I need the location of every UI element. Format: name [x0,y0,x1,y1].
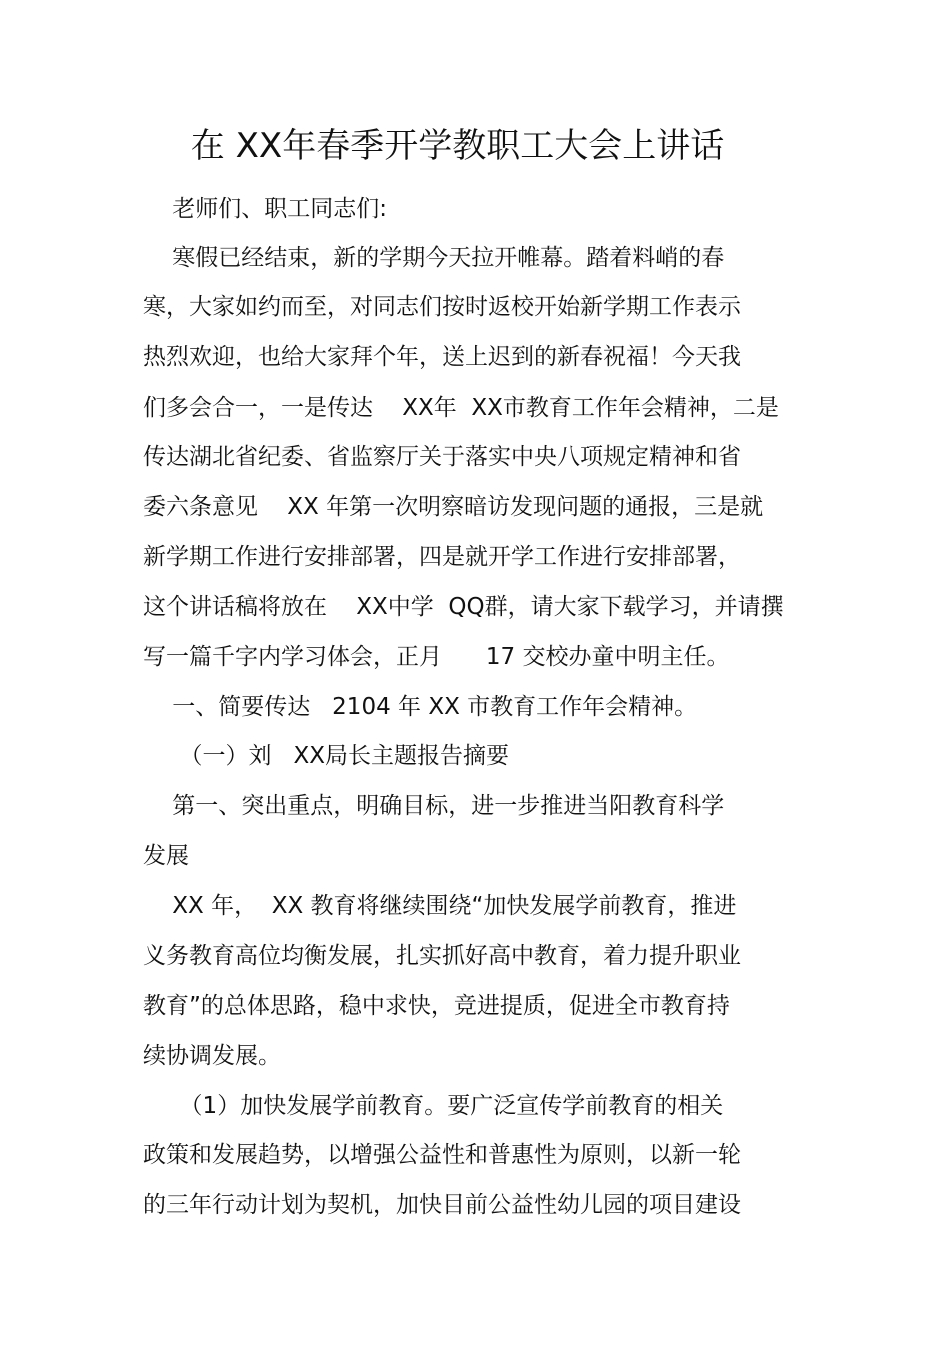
text-line: （1）加快发展学前教育。要广泛宣传学前教育的相关 [143,1093,724,1119]
text-line: 政策和发展趋势，以增强公益性和普惠性为原则，以新一轮 [143,1142,741,1168]
text-line: 寒，大家如约而至，对同志们按时返校开始新学期工作表示 [143,294,741,320]
text-line: 第一、突出重点，明确目标，进一步推进当阳教育科学 [143,793,725,819]
subsection-heading: （一）刘 XX局长主题报告摘要 [143,743,510,769]
document-title: 在 XX年春季开学教职工大会上讲话 [190,126,725,166]
text-line: 教育”的总体思路，稳中求快，竞进提质，促进全市教育持 [143,993,730,1019]
text-line: 这个讲话稿将放在 XX中学 QQ群，请大家下载学习，并请撰 [143,594,784,620]
text-line: 委六条意见 XX 年第一次明察暗访发现问题的通报，三是就 [143,494,764,520]
text-line: 续协调发展。 [143,1043,281,1069]
text-line: 寒假已经结束，新的学期今天拉开帷幕。踏着料峭的春 [143,245,725,271]
text-line: XX 年， XX 教育将继续围绕“加快发展学前教育，推进 [143,893,737,919]
section-heading: 一、简要传达 2104 年 XX 市教育工作年会精神。 [143,694,698,720]
text-line: 新学期工作进行安排部署，四是就开学工作进行安排部署， [143,544,741,570]
text-line: 写一篇千字内学习体会，正月 17 交校办童中明主任。 [143,644,730,670]
text-line: 传达湖北省纪委、省监察厅关于落实中央八项规定精神和省 [143,444,741,470]
text-line: 老师们、职工同志们: [143,196,387,222]
text-line: 热烈欢迎，也给大家拜个年，送上迟到的新春祝福！今天我 [143,344,741,370]
text-line: 发展 [143,843,189,869]
text-line: 们多会合一，一是传达 XX年 XX市教育工作年会精神，二是 [143,395,779,421]
text-line: 的三年行动计划为契机，加快目前公益性幼儿园的项目建设 [143,1192,741,1218]
text-line: 义务教育高位均衡发展，扎实抓好高中教育，着力提升职业 [143,943,741,969]
